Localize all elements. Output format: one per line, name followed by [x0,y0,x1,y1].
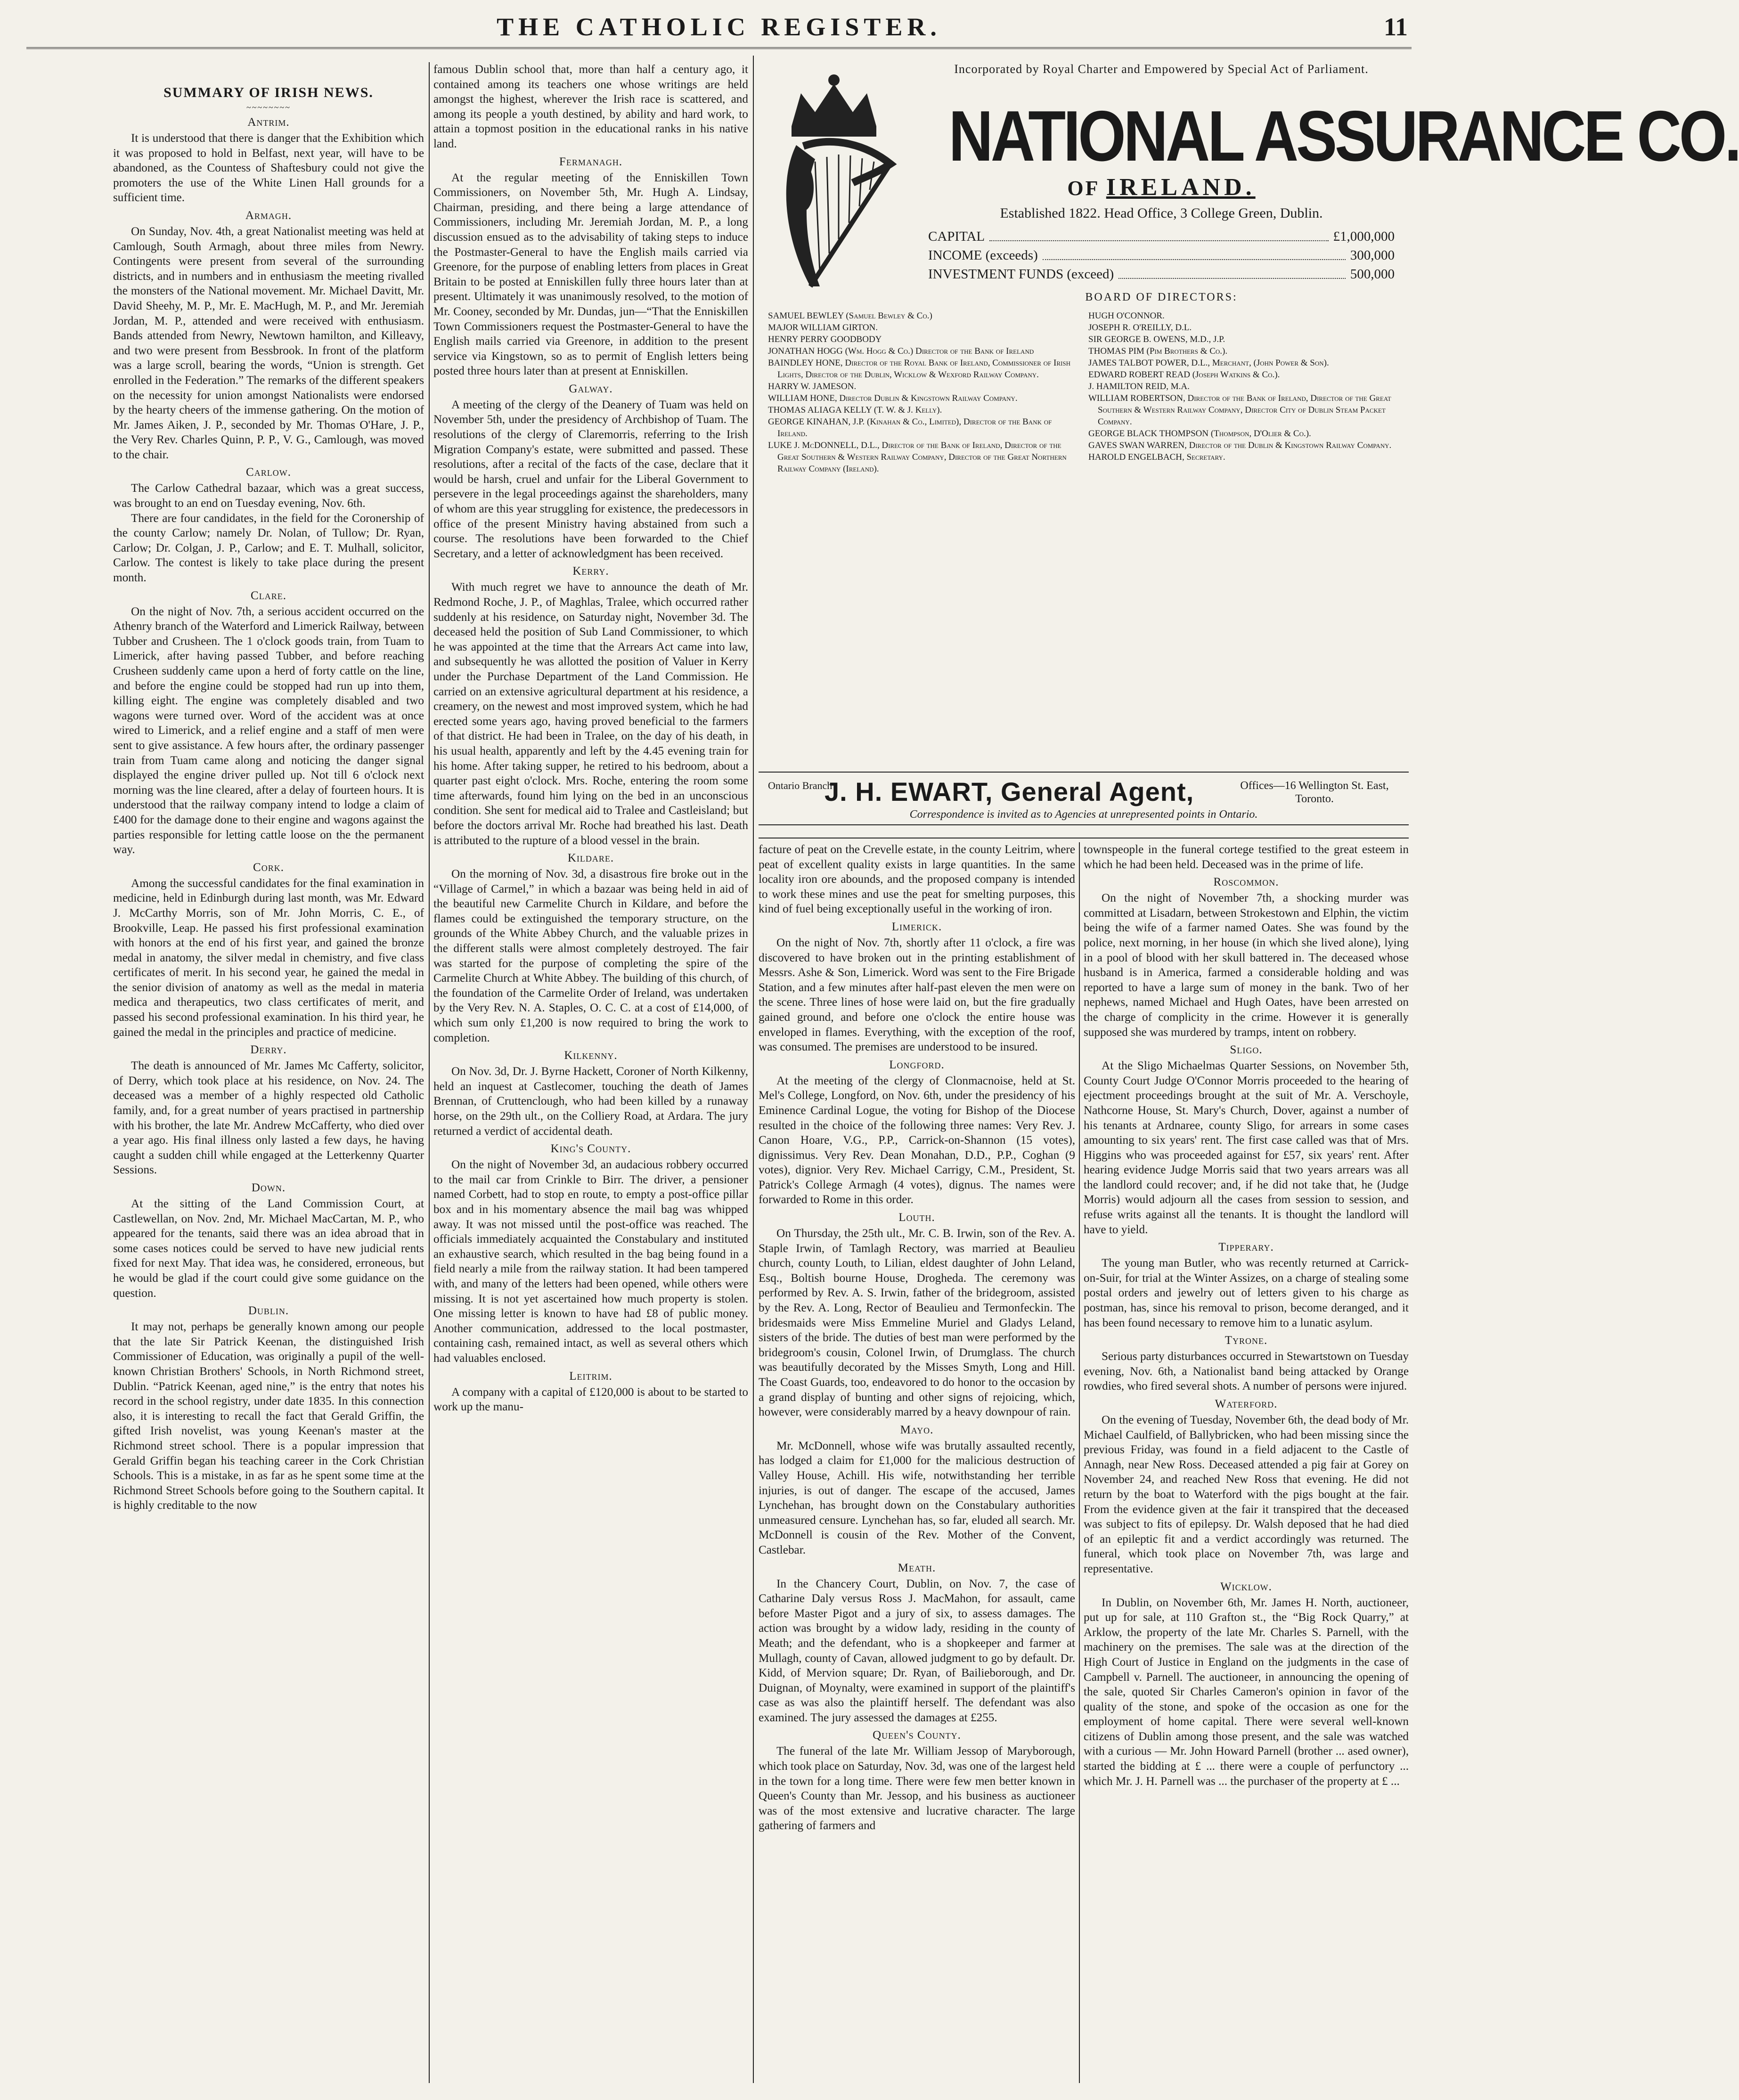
article-paragraph: Among the successful candidates for the final examination in medicine, held in Edinburgh during last month, was Mr. Edward J. McCarthy Morris, son of Mr. John Morris, C. E., of Brookville, Leap. He passed his first professional examination with honors at the end of his first year, and gained the bronze medal in anatomy, the silver medal in chemistry, and five class certificates of merit. In his second year, he gained the medal in the senior division of anatomy as well as the medal in materia medica and therapeutics, two class certificates of merit, and passed his second professional examination. In his third year, he gained the medal in the principles and practice of medicine. [113,877,424,1039]
article-paragraph: The death is announced of Mr. James Mc Cafferty, solicitor, of Derry, which took place at his residence, on Nov. 24. The deceased was a member of a highly respected old Catholic family, and, for a great number of years practised in partnership with his brother, the late Mr. Andrew McCafferty, who died over a year ago. His final illness only lasted a few days, he having caught a sudden chill while engaged at the Letterkenny Quarter Sessions. [113,1059,424,1177]
director-entry: JOSEPH R. O'REILLY, D.L. [1088,323,1192,333]
article-paragraph: famous Dublin school that, more than half a century ago, it contained among its teachers one whose writings are held amongst the highest, wherever the Irish race is scattered, and among its people a youth destined, by ability and hard work, to attain a topmost position in the educational ranks in his native land. [433,63,748,150]
correspondence-note: Correspondence is invited as to Agencies at unrepresented points in Ontario. [909,808,1258,821]
article-paragraph: On the morning of Nov. 3d, a disastrous fire broke out in the “Village of Carmel,” in which a bazaar was being held in aid of the beautiful new Carmelite Church in Kildare, and before the flames could be extinguished the temporary structure, on the grounds of the White Abbey Church, and the valuable prizes in the different stalls were almost completely destroyed. The fair was started for the purpose of completing the spire of the Carmelite Church at White Abbey. The building of this church, of the foundation of the Carmelite Order of Ireland, was undertaken by the Very Rev. N. A. Staples, O. C. C. at a cost of £14,000, of which sum only £1,200 is now required to bring the work to completion. [433,868,748,1044]
column-2-body [433,62,748,1415]
agent-branch: Ontario Branch [768,780,833,791]
region-heading: Antrim. [247,116,290,129]
region-heading: Kilkenny. [564,1049,618,1062]
region-heading: Clare. [251,589,286,602]
column-rule [429,62,430,2083]
article-paragraph: A company with a capital of £120,000 is about to be started to work up the manu- [433,1385,748,1414]
financial-row [928,227,1395,246]
article-paragraph: townspeople in the funeral cortege testified to the great esteem in which he had been held. Deceased was in the prime of life. [1084,843,1409,871]
article-paragraph: The young man Butler, who was recently returned at Carrick-on-Suir, for trial at the Winter Assizes, on a charge of stealing some postal orders and jewelry out of letters given to his charge as postman, has, since his removal to prison, become deranged, and it has been found necessary to remove him to a lunatic asylum. [1084,1257,1409,1329]
region-heading: Waterford. [1215,1398,1278,1410]
region-heading: Louth. [898,1211,935,1224]
director-entry: HUGH O'CONNOR. [1088,311,1165,321]
financial-row [928,265,1395,284]
region-heading: Dublin. [248,1304,289,1318]
region-heading: Tyrone. [1225,1334,1268,1347]
column-4-body [1084,842,1409,1789]
company-of-ireland [914,173,1409,201]
director-entry: GEORGE KINAHAN, J.P. (Kinahan & Co., Limited), Director of the Bank of Ireland. [768,417,1052,439]
article-paragraph: On Sunday, Nov. 4th, a great Nationalist meeting was held at Camlough, South Armagh, about three miles from Newry. Contingents were present from several of the surrounding districts, and in numbers and in enthusiasm the meeting rivalled the monsters of the National movement. Mr. Michael Davitt, Mr. David Sheehy, M. P., Mr. E. MacHugh, M. P., and Mr. Jeremiah Jordan, M. P., attended and were received with enthusiasm. Bands attended from Newry, Newtown hamilton, and Killeavy, and two were present from Bessbrook. In front of the platform was a large scroll, bearing the words, “Union is strength. Get enrolled in the Federation.” The remarks of the different speakers on the necessity for union amongst Nationalists were endorsed by the hearty cheers of the immense gathering. On the motion of Mr. James Aiken, J. P., seconded by Mr. Thomas O'Hare, J. P., the Very Rev. Charles Quinn, P. P., V. G., Camlough, was moved to the chair. [113,225,424,461]
financial-label: INCOME (exceeds) [928,248,1038,263]
financial-row [928,246,1395,265]
director-entry: WILLIAM HONE, Director Dublin & Kingstown Railway Company. [768,393,1018,403]
region-heading: Wicklow. [1220,1580,1272,1593]
article-paragraph: There are four candidates, in the field for the Coronership of the county Carlow; namely Dr. Nolan, of Tullow; Dr. Ryan, Carlow; Dr. Colgan, J. P., Carlow; and E. T. Mulhall, solicitor, Carlow. The contest is likely to take place during the present month. [113,512,424,585]
region-heading: King's County. [550,1142,631,1156]
article-paragraph: On the night of November 7th, a shocking murder was committed at Lisadarn, between Strokestown and Elphin, the victim being the wife of a farmer named Oates. She was found by the police, next morning, in her house (in which she lived alone), lying in a pool of blood with her skull battered in. The deceased whose husband is in America, farmed a considerable holding and was reported to have a large sum of money in the bank. Two of her nephews, named Michael and Hugh Oates, have been arrested on the charge of complicity in the crime. However it is generally supposed she was murdered by tramps, intent on robbery. [1084,892,1409,1039]
harp-crown-icon [759,65,909,301]
section-heading: SUMMARY OF IRISH NEWS. [163,85,374,100]
article-paragraph: The Carlow Cathedral bazaar, which was a great success, was brought to an end on Tuesday evening, Nov. 6th. [113,482,424,510]
company-name: NATIONAL ASSURANCE CO. [948,96,1739,176]
director-entry: LUKE J. McDONNELL, D.L., Director of the Bank of Ireland, Director of the Great Southern & Western Railway Company, Director of the Great Northern Railway Company (Ireland). [768,440,1067,474]
director-entry: HENRY PERRY GOODBODY [768,334,882,344]
financial-value: 500,000 [1350,267,1395,282]
ireland-word: IRELAND. [1106,174,1256,201]
director-entry: GAVES SWAN WARREN, Director of the Dublin & Kingstown Railway Company. [1088,440,1392,450]
article-paragraph: On the night of Nov. 7th, a serious accident occurred on the Athenry branch of the Waterford and Limerick Railway, between Tubber and Crusheen. The 1 o'clock goods train, from Tuam to Limerick, after having passed Tubber, and before reaching Crusheen suddenly came upon a herd of forty cattle on the line, and before the engine could be stopped had run up into them, killing eight. The engine was completely disabled and two wagons were turned over. Word of the accident was at once wired to Limerick, and a relief engine and a staff of men were sent to give assistance. A few hours after, the ordinary passenger train from Tuam came along and noticing the danger signal displayed the engine driver pulled up. Not till 6 o'clock next morning was the line cleared, after a delay of fourteen hours. It is understood that the railway company intend to lodge a claim of £400 for the damage done to their engine and wagons against the parties responsible for letting cattle loose on the the permanent way. [113,605,424,856]
director-entry: MAJOR WILLIAM GIRTON. [768,323,878,333]
director-entry: SIR GEORGE B. OWENS, M.D., J.P. [1088,334,1225,344]
director-entry: HARRY W. JAMESON. [768,382,857,391]
region-heading: Kildare. [567,852,614,865]
director-entry: BAINDLEY HONE, Director of the Royal Bank of Ireland, Commissioner of Irish Lights, Director of the Dublin, Wicklow & Wexford Railway Company. [768,358,1070,380]
article-paragraph: On the night of Nov. 7th, shortly after 11 o'clock, a fire was discovered to have broken out in the printing establishment of Messrs. Ashe & Son, Limerick. Word was sent to the Fire Brigade Station, and a few minutes after half-past eleven the men were on the scene. Three lines of hose were laid on, but the fire gradually gained ground, and before one o'clock the entire house was enveloped in flames. Everything, with the exception of the roof, was consumed. The premises are understood to be insured. [759,936,1075,1054]
region-heading: Limerick. [891,920,942,933]
region-heading: Longford. [889,1058,945,1071]
harp-crown-crest [759,65,909,301]
financials [928,227,1395,284]
region-heading: Queen's County. [873,1729,961,1742]
region-heading: Derry. [250,1043,287,1057]
financial-label: INVESTMENT FUNDS (exceed) [928,267,1114,282]
director-entry: J. HAMILTON REID, M.A. [1088,382,1190,391]
region-heading: Cork. [253,861,284,874]
column-rule [1079,842,1080,2083]
incorporation-notice: Incorporated by Royal Charter and Empowered by Special Act of Parliament. [954,62,1369,76]
article-paragraph: On Nov. 3d, Dr. J. Byrne Hackett, Coroner of North Kilkenny, held an inquest at Castlecomer, touching the death of James Brennan, of Cruttenclough, who had been killed by a runaway horse, on the 29th ult., on the Colliery Road, at Ardara. The jury returned a verdict of accidental death. [433,1065,748,1138]
financial-value: 300,000 [1350,248,1395,263]
agent-office: Offices—16 Wellington St. East, Toronto. [1240,780,1389,805]
region-heading: Down. [251,1181,286,1194]
director-entry: THOMAS PIM (Pim Brothers & Co.). [1088,346,1228,356]
column-4 [1084,842,1409,2083]
director-entry: JAMES TALBOT POWER, D.L., Merchant, (John Power & Son). [1088,358,1329,368]
region-heading: Tipperary. [1218,1241,1274,1254]
column-3 [759,842,1075,2083]
region-heading: Carlow. [246,466,291,479]
region-heading: Armagh. [245,209,292,222]
region-heading: Leitrim. [569,1369,612,1383]
article-paragraph: In Dublin, on November 6th, Mr. James H. North, auctioneer, put up for sale, at 110 Grafton st., the “Big Rock Quarry,” at Arklow, the property of the late Mr. Charles S. Parnell, with the machinery on the premises. The sale was at the direction of the High Court of Justice in England on the judgments in the case of Campbell v. Parnell. The auctioneer, in announcing the opening of the sale, quoted Sir Charles Cameron's opinion in favor of the quality of the stone, and spoke of the occasion as one for the employment of home capital. There were several well-known citizens of Dublin among those present, and the sale was watched with a curious — Mr. John Howard Parnell (brother ... ased owner), started the bidding at £ ... there were a couple of perfunctory ... which Mr. J. H. Parnell was ... the purchaser of the property at £ ... [1084,1596,1409,1788]
heading-ornament: ~~~~~~~~ [246,103,291,112]
financial-value: £1,000,000 [1333,229,1395,244]
article-paragraph: A meeting of the clergy of the Deanery of Tuam was held on November 5th, under the presidency of Archbishop of Tuam. The resolutions of the clergy of Claremorris, referring to the Irish Migration Company's estate, were submitted and passed. These resolutions, after a recital of the facts of the case, declare that it would be harsh, cruel and unfair for the Liberal Government to persevere in the legal proceedings against the shareholders, many of whom are this year struggling for existence, the predecessors in office of the present Ministry having abstained from such a course. The resolutions have been forwarded to the Chief Secretary, and a letter of acknowledgment has been received. [433,398,748,560]
agent-name: J. H. EWART, General Agent, [825,777,1194,806]
newspaper-title: THE CATHOLIC REGISTER. [497,13,941,41]
region-heading: Fermanagh. [559,155,623,168]
directors-left [768,310,1079,475]
article-paragraph: On Thursday, the 25th ult., Mr. C. B. Irwin, son of the Rev. A. Staple Irwin, of Tamlagh Rectory, was married at Beaulieu church, county Louth, to Lilian, eldest daughter of John Leland, Esq., Boltish bourne House, Drogheda. The ceremony was performed by Rev. A. S. Irwin, father of the bridegroom, assisted by the Rev. A. Long, Rector of Beaulieu and Termonfeckin. The bridesmaids were Miss Emmeline Muriel and Gladys Leland, sisters of the bride. The duties of best man were performed by the bridegroom's cousin, Colonel Irwin, of Drumglass. The church was beautifully decorated by the Misses Smyth, Long and Hill. The Coast Guards, too, endeavored to do honor to the occasion by a grand display of bunting and other signs of rejoicing, which, however, were considerably marred by a heavy downpour of rain. [759,1227,1075,1419]
director-entry: WILLIAM ROBERTSON, Director of the Bank of Ireland, Director of the Great Southern & Western Railway Company, Director City of Dublin Steam Packet Company. [1088,393,1391,427]
article-paragraph: Serious party disturbances occurred in Stewartstown on Tuesday evening, Nov. 6th, a Nationalist band being attacked by Orange rowdies, who fired several shots. A number of persons were injured. [1084,1350,1409,1393]
region-heading: Meath. [898,1561,936,1574]
column-1-body [113,116,424,1513]
director-entry: EDWARD ROBERT READ (Joseph Watkins & Co.). [1088,370,1280,380]
article-paragraph: In the Chancery Court, Dublin, on Nov. 7, the case of Catharine Daly versus Ross J. MacMahon, for assault, came before Master Pigot and a jury of six, to assess damages. The action was brought by a widow lady, residing in the county of Meath; and the defendant, who is a shopkeeper and farmer at Mullagh, county of Cavan, allowed judgment to go by default. Dr. Kidd, of Mervion square; Dr. Ryan, of Bailieborough, and Dr. Duignan, of Moynalty, were examined in support of the plaintiff's case as was also the plaintiff herself. The defendant was also examined. The jury assessed the damages at £255. [759,1577,1075,1724]
region-heading: Mayo. [900,1423,934,1436]
article-paragraph: facture of peat on the Crevelle estate, in the county Leitrim, where peat of excellent quality exists in large quantities. In the same locality iron ore abounds, and the proposed company is intended to work these mines and use the peat for smelting purposes, this kind of fuel being exceptionally useful in the working of iron. [759,843,1075,916]
column-2 [433,62,748,2083]
established-line: Established 1822. Head Office, 3 College Green, Dublin. [1000,205,1323,221]
page-number: 11 [1383,13,1408,41]
director-entry: GEORGE BLACK THOMPSON (Thompson, D'Olier & Co.). [1088,429,1311,439]
masthead-rule [26,47,1412,49]
article-paragraph: On the evening of Tuesday, November 6th, the dead body of Mr. Michael Caulfield, of Ballybricken, who had been missing since the previous Friday, was found in a field adjacent to the Castle of Annagh, near New Ross. Deceased attended a pig fair at Gorey on November 24, and reached New Ross that evening. He did not return by the boat to Waterford with the pigs bought at the fair. From the evidence given at the fair it transpired that the deceased was subject to fits of epilepsy. Dr. Walsh deposed that he had died of an epileptic fit and a verdict accordingly was returned. The funeral, which took place on November 7th, was large and representative. [1084,1414,1409,1575]
region-heading: Kerry. [572,565,609,578]
of-word: OF [1067,177,1099,200]
column-3-body [759,842,1075,1833]
directors-right [1088,310,1399,463]
article-paragraph: The funeral of the late Mr. William Jessop of Maryborough, which took place on Saturday, Nov. 3d, was one of the largest held in the town for a long time. There were few men better known in Queen's County than Mr. Jessop, and his business as auctioneer was of the most extensive and lucrative character. The large gathering of farmers and [759,1745,1075,1832]
article-paragraph: It is understood that there is danger that the Exhibition which it was proposed to hold in Belfast, next year, will have to be abandoned, as the Countess of Shaftesbury could not give the promoters the use of the White Linen Hall grounds for a sufficient time. [113,132,424,204]
insurance-advertisement [759,56,1739,837]
region-heading: Roscommon. [1213,876,1279,889]
article-paragraph: At the Sligo Michaelmas Quarter Sessions, on November 5th, County Court Judge O'Connor Morris proceeded to the hearing of ejectment proceedings brought at the suit of Mr. A. Verschoyle, Nathcorne House, St. Mary's Church, Dover, against a number of his tenants at Ardnaree, county Sligo, for arrears in some cases amounting to six years' rent. The first case called was that of Mrs. Higgins who was proceeded against for £57, six years' rent. After hearing evidence Judge Morris said that two years arrears was all the landlord could recover; and, if he did not take that, he (Judge Morris) would adjourn all the cases from session to session, and refuse writs against all the tenants. It is thought the landlord will have to yield. [1084,1059,1409,1236]
article-paragraph: It may not, perhaps be generally known among our people that the late Sir Patrick Keenan, the distinguished Irish Commissioner of Education, was originally a pupil of the well-known Christian Brothers' Schools, in North Richmond street, Dublin. “Patrick Keenan, aged nine,” is the entry that notes his record in the school registry, under date 1835. In this connection also, it is interesting to recall the fact that Gerald Griffin, the gifted Irish novelist, was young Keenan's master at the Richmond street school. There is a popular impression that Gerald Griffin began his teaching career in the Cork Christian Schools. This is a mistake, in as far as he spent some time at the Richmond Street Schools before going to the Southern capital. It is highly creditable to the now [113,1320,424,1512]
article-paragraph: On the night of November 3d, an audacious robbery occurred to the mail car from Crinkle to Birr. The driver, a pensioner named Corbett, had to stop en route, to empty a post-office pillar box and in his momentary absence the mail bag was whipped away. It was not missed until the post-office was reached. The officials immediately acquainted the Constabulary and instituted an exhaustive search, which resulted in the bag being found in a field nearly a mile from the railway station. It had been tampered with, and many of the letters had been opened, while others were missing. It is not yet ascertained how much property is stolen. One missing letter is known to have had £8 of public money. Another communication, addressed to the local postmaster, containing cash, remained intact, as well as several others which had valuables enclosed. [433,1158,748,1365]
column-1 [113,85,424,2082]
article-paragraph: Mr. McDonnell, whose wife was brutally assaulted recently, has lodged a claim for £1,000 for the malicious destruction of Valley House, Achill. His wife, notwithstanding her terrible injuries, is out of danger. The escape of the accused, James Lynchehan, has brought down on the Constabulary authorities unmeasured censure. Lynchehan has, so far, eluded all search. Mr. McDonnell is cousin of the Rev. Mother of the Convent, Castlebar. [759,1439,1075,1556]
article-paragraph: At the regular meeting of the Enniskillen Town Commissioners, on November 5th, Mr. Hugh A. Lindsay, Chairman, presiding, and there being a large attendance of Commissioners, including Mr. Jeremiah Jordan, M. P., a long discussion ensued as to the advisability of taking steps to induce the Postmaster-General to have the English mails carried via Greenore, for the purpose of enabling letters from places in Great Britain to be posted at Enniskillen fully three hours later than at present. Ultimately it was unanimously resolved, to the motion of Mr. Cooney, seconded by Mr. Dundas, jun—“That the Enniskillen Town Commissioners request the Postmaster-General to have the English mails carried via Greenore, in addition to the present service via Kingstown, so as to permit of English letters being posted three hours later than at present at Enniskillen. [433,171,748,378]
board-heading: BOARD OF DIRECTORS: [1085,291,1238,303]
director-entry: THOMAS ALIAGA KELLY (T. W. & J. Kelly). [768,405,942,415]
region-heading: Galway. [569,382,613,395]
director-entry: JONATHAN HOGG (Wm. Hogg & Co.) Director of the Bank of Ireland [768,346,1034,356]
financial-label: CAPITAL [928,229,985,244]
article-paragraph: At the sitting of the Land Commission Court, at Castlewellan, on Nov. 2nd, Mr. Michael MacCartan, M. P., who appeared for the tenants, said there was an idea abroad that in some cases notices could be served to have new judicial rents fixed for next May. That idea was, he considered, erroneous, but he would be glad if the court could give some guidance on the question. [113,1197,424,1300]
director-entry: SAMUEL BEWLEY (Samuel Bewley & Co.) [768,311,932,321]
column-rule [753,56,754,2083]
agent-bar [759,772,1409,825]
article-paragraph: With much regret we have to announce the death of Mr. Redmond Roche, J. P., of Maghlas, Tralee, which occurred rather suddenly at his residence, on Saturday night, November 3d. The deceased held the position of Sub Land Commissioner, to which he was appointed at the time that the Arrears Act came into law, and subsequently he was allotted the position of Valuer in Kerry under the Purchase Department of the Land Commission. He carried on an extensive agricultural department at his residence, a creamery, on the newest and most improved system, which he had erected some years ago, having proved beneficial to the farmers of that district. He had been in Tralee, on the day of his death, in his usual health, apparently and left by the 4.45 evening train for his home. After taking supper, he retired to his bedroom, about a quarter past eight o'clock. Mrs. Roche, entering the room some time afterwards, found him lying on the bed in an unconscious condition. She sent for medical aid to Tralee and Castleisland; but before the doctors arrival Mr. Roche had breathed his last. Death is attributed to the rupture of a blood vessel in the brain. [433,581,748,847]
director-entry: HAROLD ENGELBACH, Secretary. [1088,452,1225,462]
article-paragraph: At the meeting of the clergy of Clonmacnoise, held at St. Mel's College, Longford, on Nov. 6th, under the presidency of his Eminence Cardinal Logue, the voting for Bishop of the Diocese resulted in the choice of the following three names: Very Rev. J. Canon Hoare, V.G., P.P., Carrick-on-Shannon (15 votes), dignissimus. Very Rev. Dean Monahan, D.D., P.P., Coghan (9 votes), dignior. Very Rev. Michael Carrigy, C.M., President, St. Patrick's College Armagh (4 votes), dignus. The names were forwarded to Rome in this order. [759,1074,1075,1206]
region-heading: Sligo. [1230,1043,1263,1057]
masthead [26,10,1412,49]
